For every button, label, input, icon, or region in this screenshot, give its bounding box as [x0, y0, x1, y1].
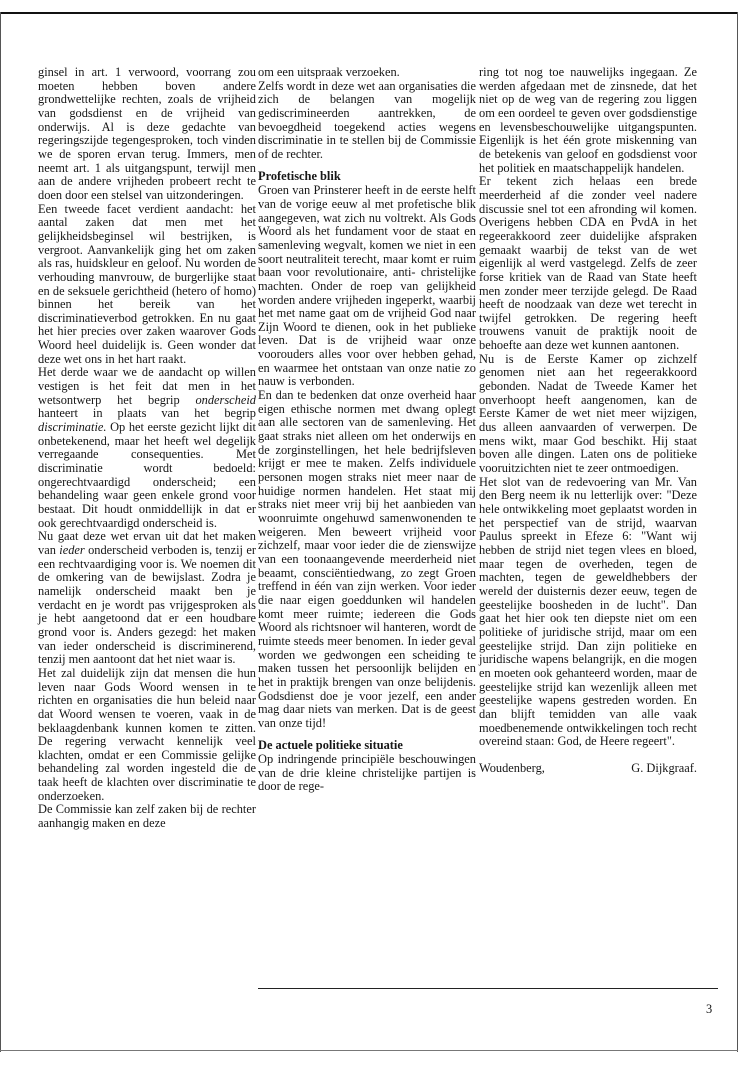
paragraph: De Commissie kan zelf zaken bij de rechter aanhangig maken en deze	[38, 802, 256, 831]
paragraph: Er tekent zich helaas een brede meerderheid af die zonder veel nadere discussie snel tot een afronding wil komen. Overigens hebben CDA en PvdA in het regeerakkoord zeer duidelijke afspraken gemaakt waarbij de tekst van de wet eigenlijk al werd vastgelegd. Zelfs de zeer forse kritiek van de Raad van State heeft men zonder meer terzijde gelegd. De Raad heeft de noodzaak van deze wet terecht in twijfel getrokken. De regering heeft trouwens vanuit de praktijk nooit de behoefte aan deze wet kunnen aantonen.	[479, 174, 697, 353]
text-column-2	[258, 66, 476, 794]
place-name: Woudenberg,	[479, 760, 545, 775]
paragraph: ring tot nog toe nauwelijks ingegaan. Ze werden afgedaan met de zinsnede, dat het niet op de weg van de regering zou liggen om een oordeel te geven over godsdienstige en levensbeschouwelijke uitgangspunten. Eigenlijk is het één grote miskenning van de betekenis van geloof en godsdienst voor het politiek en maatschappelijk handelen.	[479, 65, 697, 175]
paragraph: Nu gaat deze wet ervan uit dat het maken van ieder onderscheid verboden is, tenzij er een rechtvaardiging voor is. We noemen dit de omkering van de bewijslast. Zodra je namelijk onderscheid maakt ben je verdacht en je wordt pas vrijgesproken als je hebt aangetoond dat er een houdbare grond voor is. Anders gezegd: het maken van ieder onderscheid is discriminerend, tenzij men aantoont dat het niet waar is.	[38, 529, 256, 667]
section-heading: Profetische blik	[258, 168, 341, 183]
paragraph: Op indringende principiële beschouwingen van de drie kleine christelijke partijen is door de rege-	[258, 752, 476, 794]
bottom-border-line	[0, 1050, 738, 1051]
paragraph: Het slot van de redevoering van Mr. Van den Berg neem ik nu letterlijk over: "Deze hele ontwikkeling moet geplaatst worden in het perspectief van de strijd, waarvan Paulus spreekt in Efeze 6: "Want wij hebben de strijd niet tegen vlees en bloed, maar tegen de overheden, tegen de machten, tegen de geweldhebbers der wereld der duisternis dezer eeuw, tegen de geestelijke boosheden in de lucht". Dan gaat het hier ook ten diepste niet om een politieke of juridische strijd, maar om een geestelijke strijd. Dan zijn politieke en juridische wapens belangrijk, en die mogen en moeten ook gehanteerd worden, maar de geestelijke strijd kan wezenlijk alleen met geestelijke wapens gestreden worden. En dan blijft temidden van alle vaak moedbenemende ontwikkelingen toch recht overeind staan: God, de Heere regeert".	[479, 474, 697, 749]
emphasis: discriminatie.	[38, 420, 107, 435]
paragraph: Groen van Prinsterer heeft in de eerste helft van de vorige eeuw al met profetische blik aangegeven, wat zich nu voltrekt. Als Gods Woord als het fundament voor de staat en samenleving wegvalt, komen we niet in een soort neutraliteit terecht, maar komt er ruim baan voor revolutionaire, anti- christelijke machten. Onder de roep van gelijkheid worden andere vrijheden ingeperkt, waarbij het met name gaat om de vrijheid God naar Zijn Woord te dienen, ook in het publieke leven. Dat is de vrijheid waar onze voorouders alles voor over hebben gehad, en waarmee het ontstaan van onze natie zo nauw is verbonden.	[258, 183, 476, 389]
text-column-1	[38, 66, 256, 831]
emphasis: onderscheid	[195, 392, 256, 407]
left-page-edge	[0, 12, 1, 1052]
paragraph: Het derde waar we de aandacht op willen vestigen is het feit dat men in het wetsontwerp het begrip onderscheid hanteert in plaats van het begrip discriminatie. Op het eerste gezicht lijkt dit onbetekenend, maar het heeft wel degelijk verregaande consequenties. Met discriminatie wordt bedoeld: ongerechtvaardigd onderscheid; een behandeling waar geen enkele grond voor bestaat. Dit houdt onmiddellijk in dat er ook gerechtvaardigd onderscheid is.	[38, 365, 256, 530]
paragraph: om een uitspraak verzoeken.	[258, 65, 400, 79]
paragraph: ginsel in art. 1 verwoord, voorrang zou moeten hebben boven andere grondwettelijke rechten, zoals de vrijheid van godsdienst en de vrijheid van onderwijs. Al is deze gedachte van regeringszijde tegengesproken, toch vinden we de sporen ervan terug. Immers, men neemt art. 1 als uitgangspunt, terwijl men aan de andere vrijheden probeert recht te doen door een stelsel van uitzonderingen.	[38, 65, 256, 202]
footer-rule	[258, 988, 718, 989]
top-border-line	[0, 12, 738, 14]
author-name: G. Dijkgraaf.	[631, 760, 697, 775]
text-column-3	[479, 66, 697, 775]
paragraph: Een tweede facet verdient aandacht: het aantal zaken dat men met het gelijkheidsbeginsel wil bestrijken, is vergroot. Aanvankelijk ging het om zaken als ras, huidskleur en geloof. Nu worden de verhouding manvrouw, de burgerlijke staat en de seksuele gerichtheid (hetero of homo) binnen het bereik van het discriminatieverbod getrokken. En nu gaat het hier precies over zaken waarover Gods Woord heel duidelijk is. Geen wonder dat deze wet ons in het hart raakt.	[38, 201, 256, 366]
paragraph: Zelfs wordt in deze wet aan organisaties die zich de belangen van mogelijk gediscrimineerden aantrekken, de bevoegdheid toegekend acties wegens discriminatie in te stellen bij de Commissie of de rechter.	[258, 78, 476, 161]
emphasis: ieder	[59, 542, 85, 557]
signature-line	[479, 762, 697, 776]
page-number: 3	[706, 1002, 713, 1016]
section-heading: De actuele politieke situatie	[258, 737, 403, 752]
paragraph: Het zal duidelijk zijn dat mensen die hun leven naar Gods Woord wensen in te richten en organisaties die hun beleid naar dat Woord wensen te voeren, vaak in de beklaagdenbank kunnen komen te zitten. De regering verwacht kennelijk veel klachten, omdat er een Commissie gelijke behandeling zal worden ingesteld die de taak heeft de klachten over discriminatie te onderzoeken.	[38, 665, 256, 803]
paragraph: En dan te bedenken dat onze overheid haar eigen ethische normen met dwang oplegt aan alle sectoren van de samenleving. Het gaat straks niet alleen om het onderwijs en de zorginstellingen, het hele bedrijfsleven krijgt er mee te maken. Zelfs individuele personen mogen straks niet meer naar de huidige normen handelen. Het staat mij straks niet meer vrij bij het aanbieden van woonruimte ongehuwd samenwonenden te weigeren. Men beweert vrijheid voor zichzelf, maar voor ieder die de zienswijze van een toonaangevende meerderheid niet beaamt, consciëntiedwang, zo zegt Groen treffend in één van zijn werken. Voor ieder die naar eigen goeddunken wil handelen komt meer ruimte; iedereen die Gods Woord als richtsnoer wil hanteren, wordt de ruimte steeds meer benomen. In ieder geval worden we gedwongen een scheiding te maken tussen het persoonlijk belijden en het in praktijk brengen van onze belijdenis. Godsdienst doe je voor jezelf, een ander mag daar niets van merken. Dat is de geest van onze tijd!	[258, 388, 476, 730]
paragraph: Nu is de Eerste Kamer op zichzelf genomen niet aan het regeerakkoord gebonden. Nadat de Tweede Kamer het onverhoopt heeft aangenomen, kan de Eerste Kamer de wet niet meer wijzigen, dus alleen aanvaarden of verwerpen. De mens wikt, maar God beschikt. Hij staat boven alle dingen. Laten ons de politieke vooruitzichten niet te zeer ontmoedigen.	[479, 351, 697, 476]
